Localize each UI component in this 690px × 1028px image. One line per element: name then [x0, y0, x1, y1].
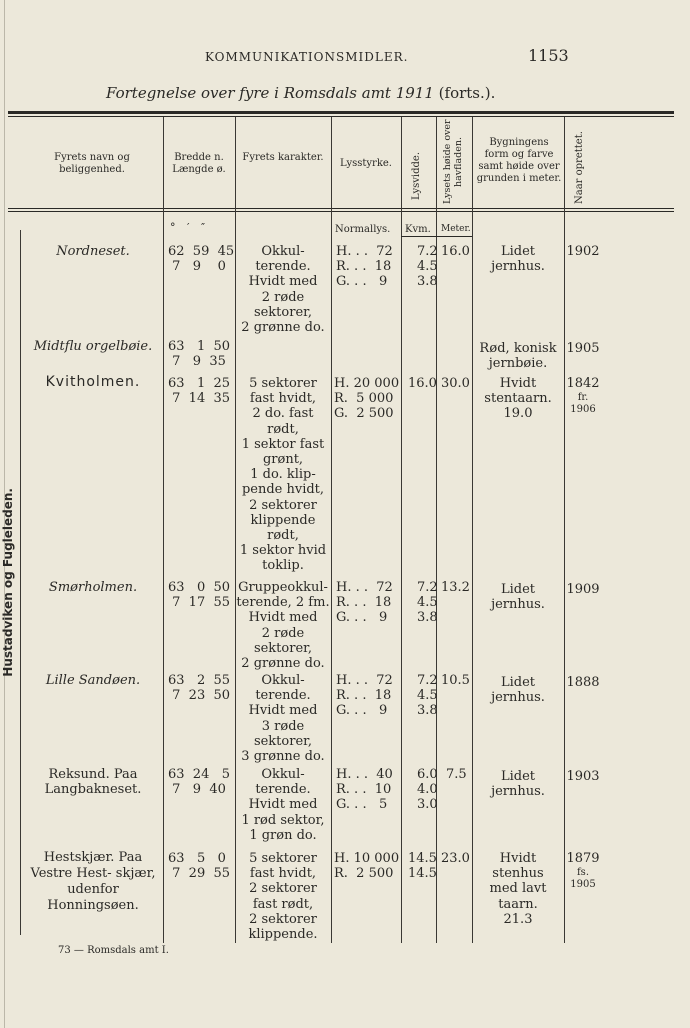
row-range: 14.5 14.5 — [408, 851, 437, 882]
row-established: 1909 — [566, 582, 600, 597]
row-building: Lidet jernhus. — [491, 675, 545, 706]
row-established: 1903 — [566, 769, 600, 784]
row-name: Nordneset. — [56, 244, 130, 259]
row-character: Okkul- terende. Hvidt med 3 røde sektorer, 3 grønne do. — [241, 673, 325, 765]
row-coords: 63 24 5 7 9 40 — [168, 767, 231, 798]
unit-coords: ° ′ ″ — [170, 221, 206, 234]
row-name: Reksund. Paa Langbakneset. — [44, 767, 142, 798]
row-established: 1879 — [566, 851, 600, 866]
row-building: Lidet jernhus. — [491, 244, 545, 275]
row-height: 7.5 — [446, 767, 467, 782]
row-coords: 63 1 50 7 9 35 — [168, 339, 231, 370]
col-header-character: Fyrets karakter. — [242, 152, 324, 163]
row-coords: 63 5 0 7 29 55 — [168, 851, 231, 882]
row-strength: H. 20 000 R. 5 000 G. 2 500 — [334, 376, 400, 422]
title-main: Fortegnelse over fyre i Romsdals amt 1911 — [106, 84, 434, 102]
row-height: 10.5 — [441, 673, 470, 688]
col-header-range: Lysvidde. — [411, 152, 422, 200]
row-character: 5 sektorer fast hvidt, 2 do. fast rødt, 1 sektor fast grønt, 1 do. klip- pende hvidt, 2 sektorer klippende rødt, 1 sektor hvid toklip. — [239, 376, 327, 574]
top-rule — [8, 111, 674, 114]
sidebar-route-label: Hustadviken og Fugleleden. — [1, 488, 15, 677]
row-character: 5 sektorer fast hvidt, 2 sektorer fast rødt, 2 sektorer klippende. — [248, 851, 318, 943]
row-strength: H. . . 40 R. . . 10 G. . . 5 — [336, 767, 393, 813]
row-established-note: fs. 1905 — [570, 867, 596, 890]
row-range: 7.2 4.5 3.8 — [417, 244, 438, 290]
row-height: 16.0 — [441, 244, 470, 259]
row-established: 1888 — [566, 675, 600, 690]
row-character: Okkul- terende. Hvidt med 1 rød sektor, 1 grøn do. — [241, 767, 325, 843]
col-divider — [564, 117, 565, 943]
header-bottom-rule-2 — [8, 211, 674, 212]
page-title — [106, 84, 495, 102]
col-header-height: Lysets høide over havfladen. — [442, 119, 464, 205]
row-character: Gruppeokkul- terende, 2 fm. Hvidt med 2 røde sektorer, 2 grønne do. — [236, 580, 330, 672]
unit-strength: Normallys. — [335, 224, 391, 235]
row-building: Hvidt stenhus med lavt taarn. 21.3 — [489, 851, 547, 927]
top-rule-thin — [8, 116, 674, 117]
row-building: Lidet jernhus. — [491, 769, 545, 800]
row-range: 6.0 4.0 3.0 — [417, 767, 438, 813]
row-character: Okkul- terende. Hvidt med 2 røde sektorer, 2 grønne do. — [241, 244, 325, 336]
col-divider — [436, 117, 437, 943]
row-coords: 63 0 50 7 17 55 — [168, 580, 231, 611]
col-divider — [401, 117, 402, 943]
col-header-coords: Bredde n. Længde ø. — [172, 152, 226, 175]
row-height: 13.2 — [441, 580, 470, 595]
row-strength: H. 10 000 R. 2 500 — [334, 851, 400, 882]
col-header-strength: Lysstyrke. — [340, 158, 392, 169]
row-height: 23.0 — [441, 851, 470, 866]
col-divider — [163, 117, 164, 943]
bracket-line — [20, 230, 21, 935]
row-strength: H. . . 72 R. . . 18 G. . . 9 — [336, 244, 393, 290]
running-header: KOMMUNIKATIONSMIDLER. — [205, 50, 409, 64]
row-name: Smørholmen. — [48, 580, 138, 595]
row-coords: 62 59 45 7 9 0 — [168, 244, 235, 275]
row-established: 1842 — [566, 376, 600, 391]
row-name: Kvitholmen. — [45, 374, 141, 390]
row-established: 1902 — [566, 244, 600, 259]
row-coords: 63 2 55 7 23 50 — [168, 673, 231, 704]
row-range: 7.2 4.5 3.8 — [417, 673, 438, 719]
row-established: 1905 — [566, 341, 600, 356]
title-suffix: (forts.). — [438, 84, 496, 102]
row-building: Hvidt stentaarn. 19.0 — [484, 376, 552, 422]
footer-signature: 73 — Romsdals amt I. — [58, 945, 169, 956]
row-strength: H. . . 72 R. . . 18 G. . . 9 — [336, 580, 393, 626]
row-range: 16.0 — [408, 376, 437, 391]
row-range: 7.2 4.5 3.8 — [417, 580, 438, 626]
row-height: 30.0 — [441, 376, 470, 391]
unit-height: Meter. — [441, 224, 471, 234]
row-name: Midtflu orgelbøie. — [33, 339, 153, 354]
page-number: 1153 — [528, 46, 569, 65]
row-building: Lidet jernhus. — [491, 582, 545, 613]
col-header-established: Naar oprettet. — [574, 131, 585, 204]
row-established-note: fr. 1906 — [570, 392, 596, 415]
row-name: Hestskjær. Paa Vestre Hest- skjær, udenfor Honningsøen. — [30, 850, 156, 913]
col-header-building: Bygningens form og farve samt høide over grunden i meter. — [476, 137, 562, 184]
header-bottom-rule — [8, 208, 674, 209]
unit-range: Kvm. — [405, 224, 431, 235]
row-name: Lille Sandøen. — [45, 673, 141, 688]
row-building: Rød, konisk jernbøie. — [479, 341, 557, 372]
unit-rule — [401, 236, 472, 237]
row-coords: 63 1 25 7 14 35 — [168, 376, 231, 407]
row-strength: H. . . 72 R. . . 18 G. . . 9 — [336, 673, 393, 719]
col-divider — [472, 117, 473, 943]
col-divider — [331, 117, 332, 943]
col-header-name: Fyrets navn og beliggenhed. — [54, 152, 130, 175]
